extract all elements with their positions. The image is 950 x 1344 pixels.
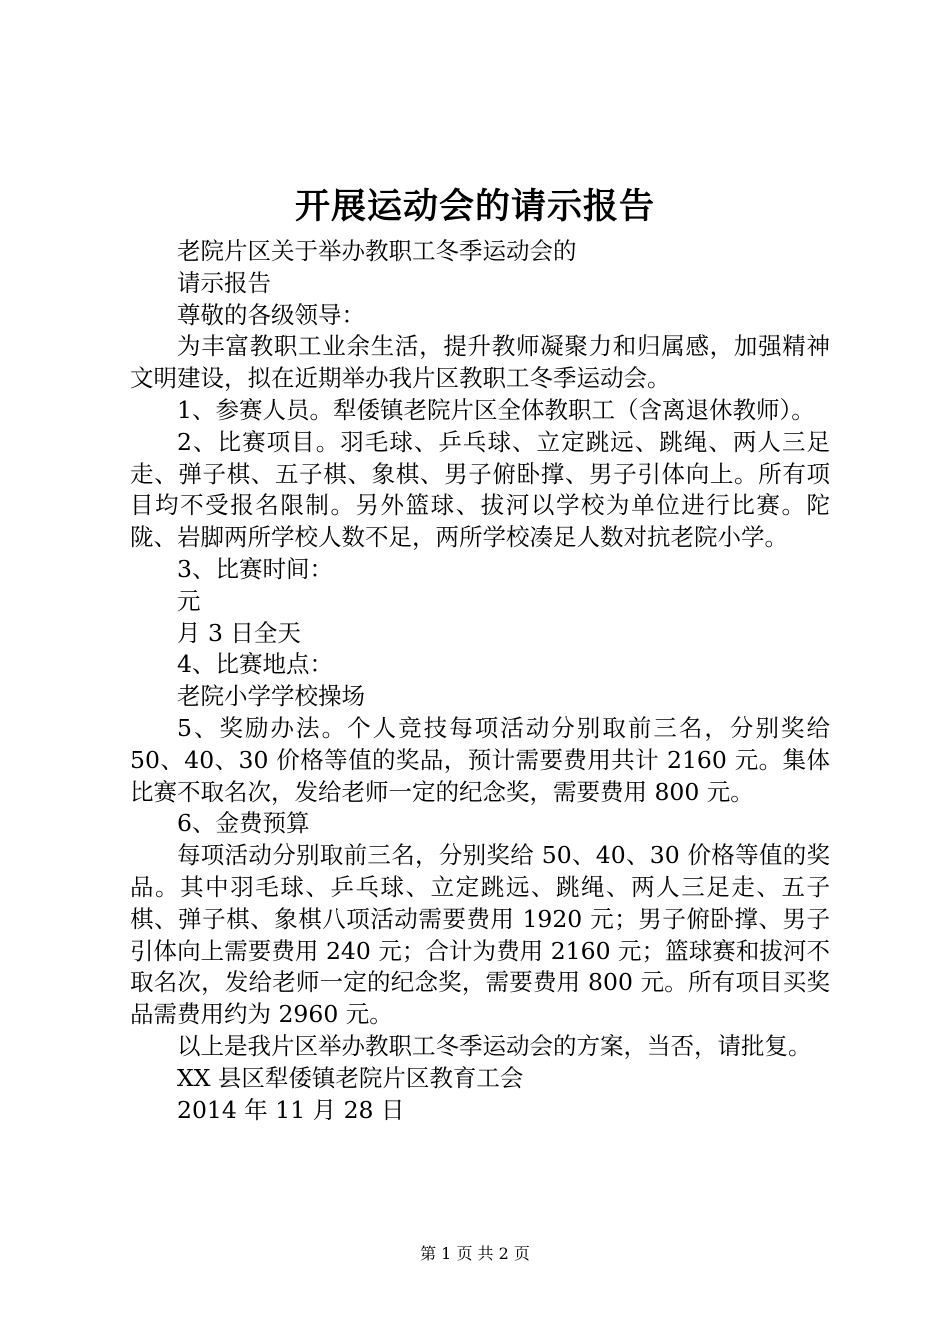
paragraph-time-line-2: 月 3 日全天 (177, 618, 301, 647)
paragraph-venue: 老院小学学校操场 (177, 682, 365, 711)
paragraph-budget: 每项活动分别取前三名，分别奖给 50、40、30 价格等值的奖品。其中羽毛球、乒乓球、立定跳远、跳绳、两人三足走、五子棋、弹子棋、象棋八项活动需要费用 1920 元；男子俯卧撑、男子引体向上需要费用 240 元；合计为费用 2160 元；篮球赛和拔河不取名次，发给老师一定的纪念奖，需要费用 800 元。所有项目买奖品需费用约为 2960 元。 (130, 841, 830, 1029)
paragraph-budget-heading: 6、金费预算 (177, 809, 310, 838)
paragraph-subject-line-2: 请示报告 (177, 268, 271, 297)
paragraph-salutation: 尊敬的各级领导： (177, 300, 365, 329)
paragraph-date: 2014 年 11 月 28 日 (177, 1095, 405, 1124)
paragraph-closing: 以上是我片区举办教职工冬季运动会的方案，当否，请批复。 (177, 1031, 812, 1060)
paragraph-signature: XX 县区犁倭镇老院片区教育工会 (177, 1063, 524, 1092)
paragraph-time-heading: 3、比赛时间： (177, 554, 333, 583)
paragraph-rewards: 5、奖励办法。个人竞技每项活动分别取前三名，分别奖给 50、40、30 价格等值的奖品，预计需要费用共计 2160 元。集体比赛不取名次，发给老师一定的纪念奖，需要费用 800 元。 (130, 713, 830, 806)
document-body (130, 236, 830, 1126)
document-title: 开展运动会的请示报告 (294, 186, 655, 227)
paragraph-subject-line-1: 老院片区关于举办教职工冬季运动会的 (177, 237, 577, 265)
paragraph-intro: 为丰富教职工业余生活，提升教师凝聚力和归属感，加强精神文明建设，拟在近期举办我片区教职工冬季运动会。 (130, 332, 830, 393)
paragraph-participants: 1、参赛人员。犁倭镇老院片区全体教职工（含离退休教师）。 (177, 395, 815, 424)
page-footer: 第 1 页 共 2 页 (420, 1244, 530, 1263)
paragraph-events: 2、比赛项目。羽毛球、乒乓球、立定跳远、跳绳、两人三足走、弹子棋、五子棋、象棋、男子俯卧撑、男子引体向上。所有项目均不受报名限制。另外篮球、拔河以学校为单位进行比赛。陀陇、岩脚两所学校人数不足，两所学校凑足人数对抗老院小学。 (130, 427, 830, 552)
paragraph-time-line-1: 元 (177, 586, 201, 615)
paragraph-venue-heading: 4、比赛地点： (177, 650, 333, 679)
